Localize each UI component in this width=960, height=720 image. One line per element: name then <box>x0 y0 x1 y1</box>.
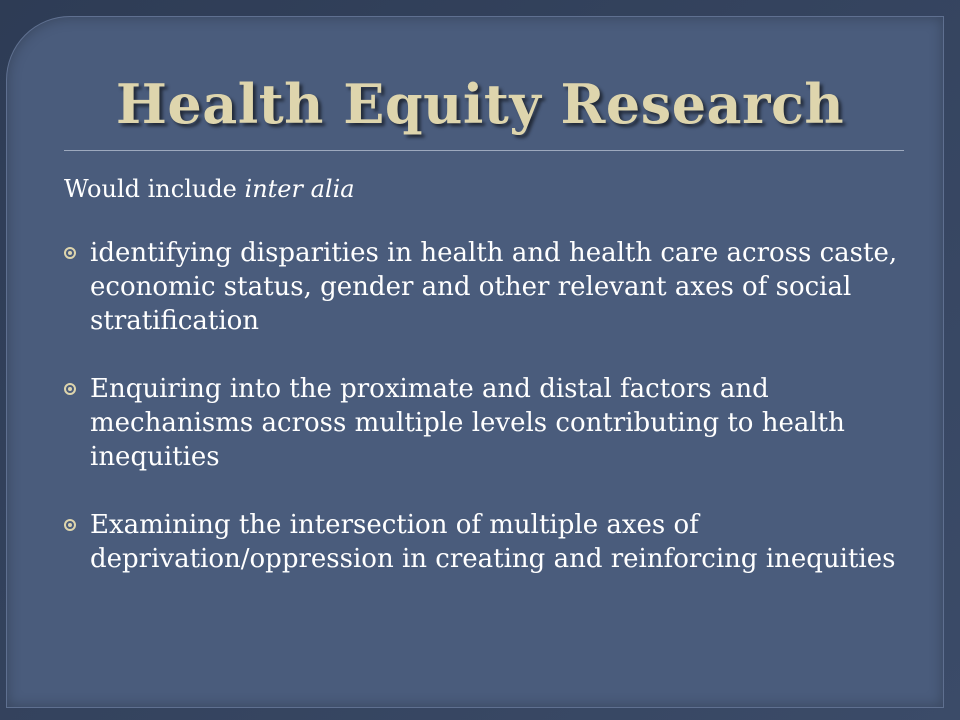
bullet-text: Examining the intersection of multiple axes of deprivation/oppression in creating and reinforcing inequities <box>90 510 896 574</box>
circle-bullet-icon <box>64 383 76 395</box>
intro-italic-text: inter alia <box>244 175 355 203</box>
list-item <box>64 236 904 338</box>
bullet-text: identifying disparities in health and health care across caste, economic status, gender and other relevant axes of social stratification <box>90 238 898 336</box>
bullet-text: Enquiring into the proximate and distal factors and mechanisms across multiple levels contributing to health inequities <box>90 374 845 472</box>
bullet-list <box>64 236 904 576</box>
intro-text: Would include <box>64 175 245 203</box>
circle-bullet-icon <box>64 247 76 259</box>
title-divider <box>64 150 904 151</box>
slide-body <box>64 172 904 610</box>
list-item <box>64 372 904 474</box>
circle-bullet-icon <box>64 519 76 531</box>
intro-line <box>64 172 904 206</box>
slide-title: Health Equity Research <box>115 72 845 136</box>
list-item <box>64 508 904 576</box>
